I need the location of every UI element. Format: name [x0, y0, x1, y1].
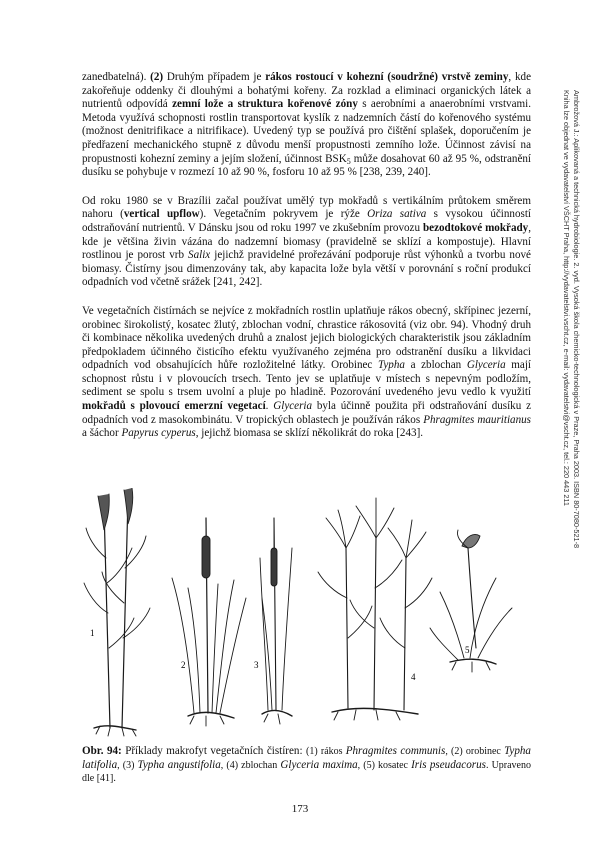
- text-run: mají schopnost růstu i v plovoucích trsech. Tento jev se uplatňuje v místech s nepevným podložím, sediment se spolu s trsem uvolní a pluje po hladině. Pozorování uvedeného jevu vedlo k využití: [82, 359, 531, 399]
- plant-label-2: 2: [181, 660, 186, 670]
- italic-run: Oriza sativa: [367, 208, 427, 221]
- plant-label-4: 4: [411, 672, 416, 682]
- text-run: s vysokou účinností odstraňování nutrientů. V Dánsku jsou od roku 1997 ve zkušebním provozu: [82, 208, 531, 234]
- caption-label: Obr. 94:: [82, 745, 122, 757]
- italic-run: Typha: [378, 359, 405, 372]
- text-run: může dosahovat 60 až 95 %, odstranění dusíku se pohybuje v rozmezí 10 až 90 %, fosforu 10 až 95 % [238, 239, 240].: [82, 152, 532, 179]
- plant-typha-angustifolia: [260, 518, 292, 724]
- text-run: zanedbatelná).: [82, 71, 151, 83]
- figure-caption: [82, 745, 531, 786]
- text-run: , jejichž biomasa se sklízí několikrát do roka [243].: [195, 427, 424, 440]
- plant-label-3: 3: [254, 660, 259, 670]
- plant-typha-latifolia: [172, 518, 246, 726]
- italic-run: Glyceria: [466, 359, 506, 372]
- italic-run: Typha latifolia: [82, 745, 531, 771]
- text-run: , kde zakořeňuje oddenky či dlouhými a bohatými kořeny. Za rozklad a eliminaci organických látek a nutrientů odpovídá: [82, 71, 531, 111]
- text-run: , kde je většina živin vázána do nadzemní biomasy (pravidelně se sklízí a kompostuje). Hlavní rostlinou je porost vrb: [82, 221, 531, 262]
- text-run: Druhým případem je: [163, 71, 266, 83]
- italic-run: Typha angustifolia: [137, 758, 221, 771]
- text-run: Od roku 1980 se v Brazílii začal používat umělý typ mokřadů s vertikálním průtokem směrem nahoru (: [82, 194, 531, 221]
- text-run: ). Vegetačním pokryvem je rýže: [199, 208, 368, 221]
- italic-run: Glyceria maxima: [280, 758, 358, 771]
- body-text: [82, 71, 531, 456]
- paragraph-1: [82, 71, 531, 180]
- text-run: , (3): [117, 759, 138, 771]
- text-run: Ve vegetačních čistírnách se nejvíce z mokřadních rostlin uplatňuje rákos obecný, skřípinec jezerní, orobinec širokolistý, kosatec žlutý, zblochan vodní, chrastice rákosovitá (viz obr. 94). Vhodný druh či kombinace několika uvedených druhů a znalost jejich biologických charakteristik jsou základním předpokladem účinného čisticího efektu využívaného zejména pro odstranění dusíku a likvidaci odpadních vod obsahujících hůře rozložitelné látky. Orobinec: [82, 304, 531, 372]
- text-run: , (5) kosatec: [357, 759, 412, 771]
- text-run: byla účinně použita při odstraňování dusíku z odpadních vod z masokombinátu. V tropických oblastech je používán rákos: [82, 400, 531, 426]
- plant-label-5: 5: [465, 645, 470, 655]
- plant-phragmites: [84, 488, 150, 736]
- bold-run: zemní lože a struktura kořenové zóny: [172, 98, 358, 111]
- italic-run: Phragmites mauritianus: [423, 413, 531, 426]
- italic-run: Glyceria: [273, 400, 313, 413]
- text-run: a šáchor: [82, 427, 122, 440]
- text-run: s aerobními a anaerobními vrstvami. Metoda využívá schopnosti rostlin transportovat kyslík z nadzemních částí do kořenového systému (možnost denitrifikace a nitrifikace). Uvedený typ se používá pro čištění splašek, doporučením je předřazení mechanického stupně z důvodu menší propustnosti zemního lože. Účinnost závisí na propustnosti kohezní zeminy a jejím složení, účinnost BSK: [82, 98, 531, 165]
- bold-run: (2): [150, 71, 164, 83]
- bold-run: vertical upflow: [123, 208, 200, 221]
- paragraph-3: [82, 305, 531, 441]
- paragraph-2: [82, 195, 531, 290]
- sidebar-line-2: Kniha lze objednat ve vydavatelství VŠCHT Praha, http://vydavatelstvi.vscht.cz, e-mail: vydavatelstvi@vscht.cz, tel.: 220 443 211: [562, 90, 571, 506]
- text-run: . Upraveno dle [41].: [82, 759, 531, 785]
- plant-illustration: [76, 488, 536, 738]
- plant-iris-pseudacorus: [430, 530, 512, 672]
- italic-run: Phragmites communis: [345, 745, 446, 757]
- copyright-sidebar: [547, 90, 581, 600]
- text-run: jejichž pravidelné prořezávání podporuje růst výhonků a tvorbu nové biomasy. Čistírny jsou dimenzovány tak, aby kapacita lože byla větší v porovnání s roční produkcí odpadních vod včetně srážek [241, 242].: [82, 249, 531, 289]
- italic-run: Papyrus cyperus: [121, 427, 196, 440]
- italic-run: Iris pseudacorus: [411, 758, 486, 771]
- page-number: 173: [291, 803, 309, 815]
- text-run: , (4) zblochan: [220, 759, 281, 771]
- bold-run: rákos rostoucí v kohezní (soudržné) vrstvě zeminy: [265, 71, 509, 83]
- text-run: , (2) orobinec: [445, 746, 505, 757]
- plant-glyceria-maxima: [318, 498, 432, 720]
- text-run: (1) rákos: [306, 746, 346, 757]
- subscript: 5: [346, 156, 351, 166]
- bold-run: bezodtokové mokřady: [422, 221, 529, 234]
- plant-label-1: 1: [90, 628, 95, 638]
- bold-run: mokřadů s plovoucí emerzní vegetací: [82, 400, 266, 413]
- text-run: Příklady makrofyt vegetačních čistíren:: [121, 745, 307, 757]
- text-run: a zblochan: [404, 359, 467, 372]
- text-run: .: [265, 400, 274, 413]
- sidebar-line-1: Ambrožová J.: Aplikovaná a technická hydrobiologie. 2. vyd. Vysoká škola chemicko-technologická v Praze, Praha 2003. ISBN 80-7080-521-8: [572, 90, 581, 549]
- italic-run: Salix: [188, 249, 211, 262]
